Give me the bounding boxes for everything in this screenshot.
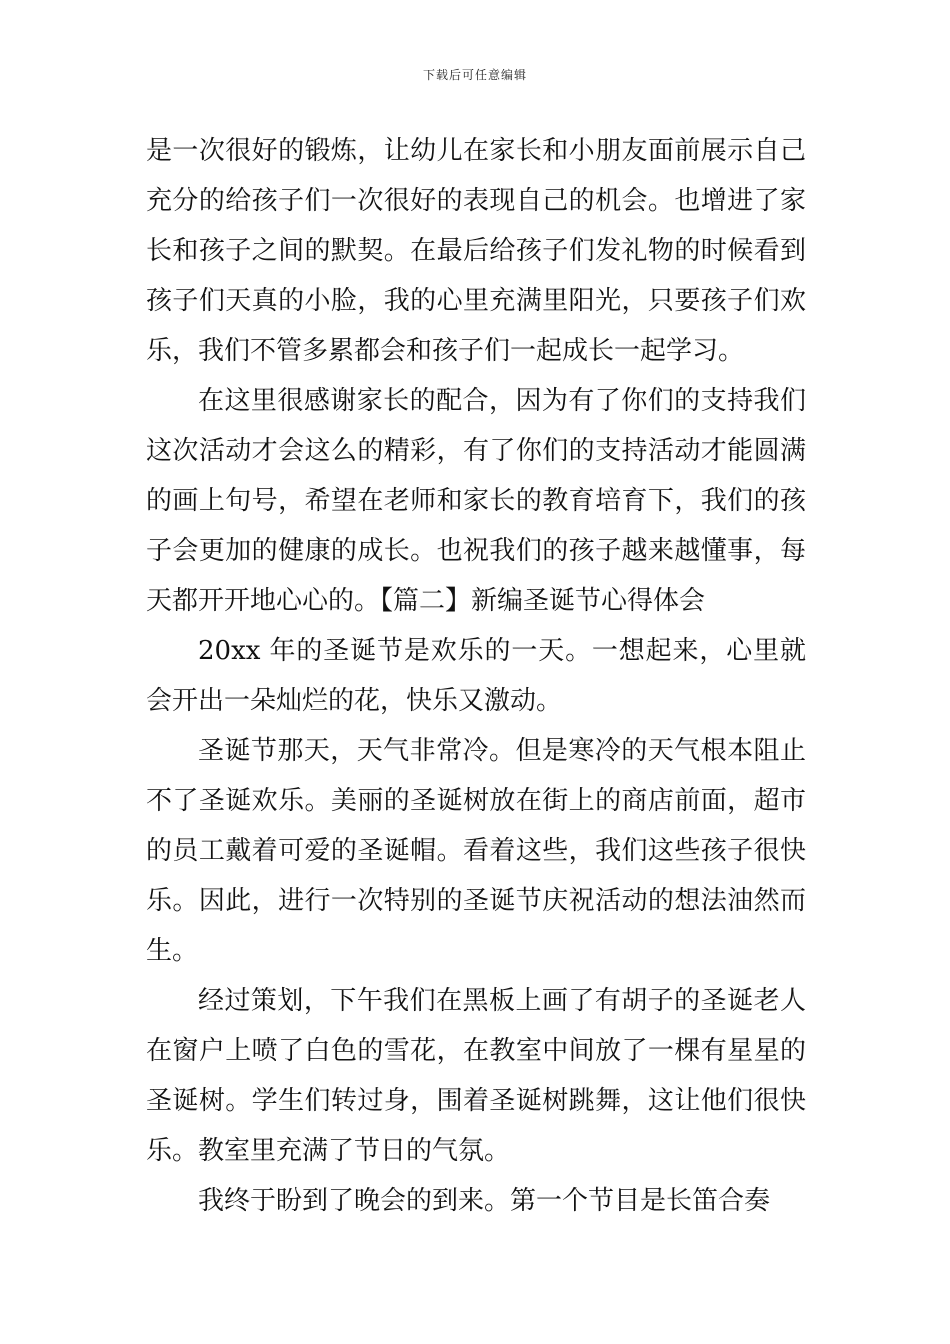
paragraph: 经过策划，下午我们在黑板上画了有胡子的圣诞老人在窗户上喷了白色的雪花，在教室中间放了一棵有星星的圣诞树。学生们转过身，围着圣诞树跳舞，这让他们很快乐。教室里充满了节日的气氛。	[146, 986, 806, 1166]
paragraph: 圣诞节那天，天气非常冷。但是寒冷的天气根本阻止不了圣诞欢乐。美丽的圣诞树放在街上的商店前面，超市的员工戴着可爱的圣诞帽。看着这些，我们这些孩子很快乐。因此，进行一次特别的圣诞节庆祝活动的想法油然而生。	[146, 736, 806, 966]
document-body	[146, 126, 806, 1226]
paragraph: 在这里很感谢家长的配合，因为有了你们的支持我们这次活动才会这么的精彩，有了你们的支持活动才能圆满的画上句号，希望在老师和家长的教育培育下，我们的孩子会更加的健康的成长。也祝我们的孩子越来越懂事，每天都开开地心心的。【篇二】新编圣诞节心得体会	[146, 386, 806, 616]
paragraph: 是一次很好的锻炼，让幼儿在家长和小朋友面前展示自己充分的给孩子们一次很好的表现自己的机会。也增进了家长和孩子之间的默契。在最后给孩子们发礼物的时候看到孩子们天真的小脸，我的心里充满里阳光，只要孩子们欢乐，我们不管多累都会和孩子们一起成长一起学习。	[146, 136, 806, 366]
paragraph: 20xx 年的圣诞节是欢乐的一天。一想起来，心里就会开出一朵灿烂的花，快乐又激动。	[146, 636, 806, 716]
paragraph: 我终于盼到了晚会的到来。第一个节目是长笛合奏	[198, 1186, 771, 1216]
page-header: 下载后可任意编辑	[422, 68, 527, 82]
